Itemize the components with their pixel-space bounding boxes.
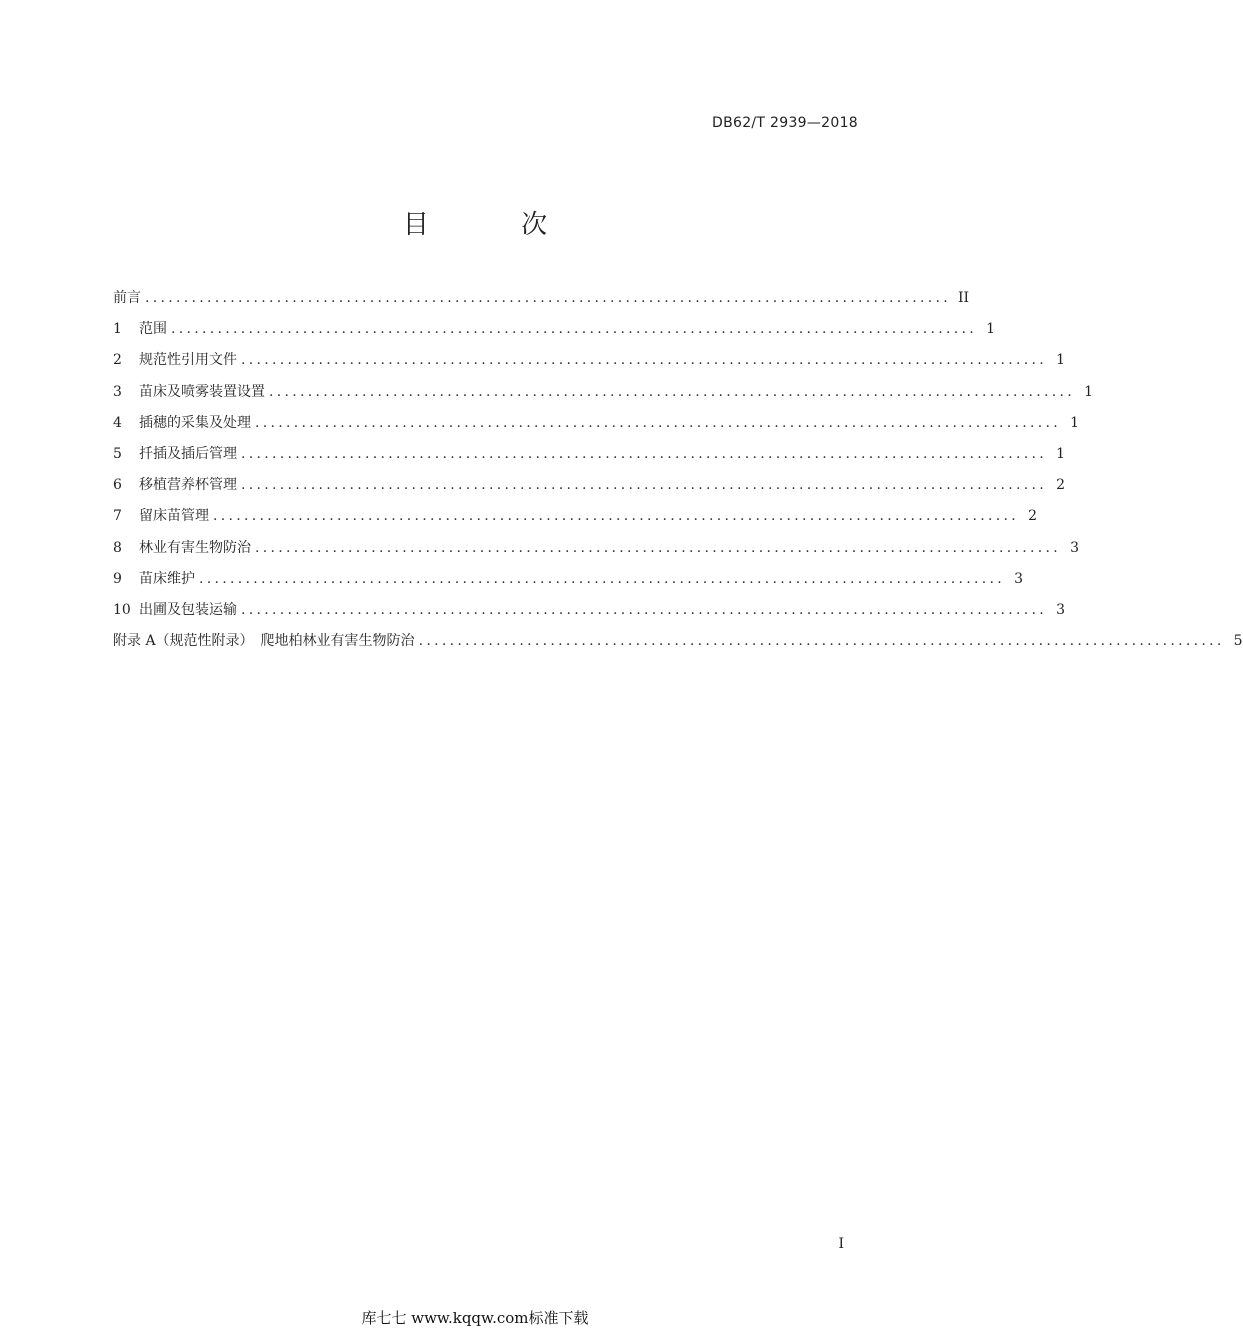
toc-entry-label: 留床苗管理 (139, 508, 209, 525)
toc-entry-label: 林业有害生物防治 (139, 539, 251, 556)
toc-entry-page: 3 (1056, 601, 1066, 618)
toc-entry[interactable] (113, 568, 1024, 599)
toc-entry-page: 1 (1070, 414, 1080, 431)
toc-leader: ........................................................................................................ (213, 508, 1020, 525)
toc-entry-page: 2 (1028, 508, 1038, 525)
toc-entry-page: 1 (1056, 445, 1066, 462)
toc-leader: ........................................................................................................ (171, 321, 978, 338)
toc-entry-label: 苗床维护 (139, 570, 195, 587)
toc-entry-page: 3 (1070, 539, 1080, 556)
toc-entry[interactable] (113, 381, 1094, 412)
toc-leader: ........................................................................................................ (255, 539, 1062, 556)
toc-leader: ........................................................................................................ (145, 290, 952, 306)
toc-leader: ........................................................................................................ (241, 477, 1048, 494)
page-title: 目 次 (402, 210, 590, 240)
toc-entry-page: 2 (1056, 477, 1066, 494)
toc-entry-label: 插穗的采集及处理 (139, 414, 251, 431)
standard-code: DB62/T 2939—2018 (712, 115, 858, 131)
toc-entry[interactable] (113, 412, 1080, 443)
toc-entry[interactable] (113, 349, 1066, 380)
toc-leader: ........................................................................................................ (199, 570, 1006, 587)
toc-entry-page: 1 (986, 321, 996, 338)
toc-entry-number: 8 (113, 539, 122, 556)
toc-entry-number: 1 (113, 321, 122, 338)
toc-entry-number: 4 (113, 414, 122, 431)
toc-entry[interactable] (113, 537, 1080, 568)
toc-entry[interactable] (113, 474, 1066, 505)
toc-entry[interactable] (113, 318, 996, 349)
toc-leader: ........................................................................................................ (418, 633, 1225, 650)
toc-entry-label: 移植营养杯管理 (139, 477, 237, 494)
toc-entry-label: 扦插及插后管理 (139, 445, 237, 462)
toc-entry-label: 附录 A（规范性附录） 爬地柏林业有害生物防治 (113, 633, 415, 650)
table-of-contents (113, 287, 1243, 661)
toc-entry[interactable] (113, 443, 1066, 474)
toc-leader: ........................................................................................................ (241, 601, 1048, 618)
toc-entry-number: 6 (113, 477, 122, 494)
toc-entry-number: 10 (113, 601, 131, 618)
toc-entry[interactable] (113, 287, 970, 318)
toc-entry[interactable] (113, 599, 1066, 630)
toc-entry-label: 规范性引用文件 (139, 352, 237, 369)
toc-entry-label: 前言 (113, 290, 141, 306)
footer-watermark: 库七七 www.kqqw.com标准下载 (361, 1309, 589, 1327)
toc-leader: ........................................................................................................ (241, 352, 1048, 369)
toc-entry-page: 1 (1056, 352, 1066, 369)
toc-leader: ........................................................................................................ (241, 445, 1048, 462)
toc-entry-label: 出圃及包装运输 (139, 601, 237, 618)
page-number: I (838, 1236, 844, 1252)
toc-entry-page: 1 (1084, 383, 1094, 400)
toc-entry-number: 5 (113, 445, 122, 462)
toc-entry-label: 范围 (139, 321, 167, 338)
toc-entry-number: 9 (113, 570, 122, 587)
toc-entry-page: II (957, 290, 970, 306)
toc-entry-number: 3 (113, 383, 122, 400)
toc-entry-page: 3 (1014, 570, 1024, 587)
toc-entry[interactable] (113, 505, 1038, 536)
toc-entry-number: 2 (113, 352, 122, 369)
toc-entry-label: 苗床及喷雾装置设置 (139, 383, 265, 400)
toc-entry-number: 7 (113, 508, 122, 525)
toc-leader: ........................................................................................................ (269, 383, 1076, 400)
toc-entry[interactable] (113, 630, 1243, 661)
toc-leader: ........................................................................................................ (255, 414, 1062, 431)
toc-entry-page: 5 (1233, 633, 1243, 650)
